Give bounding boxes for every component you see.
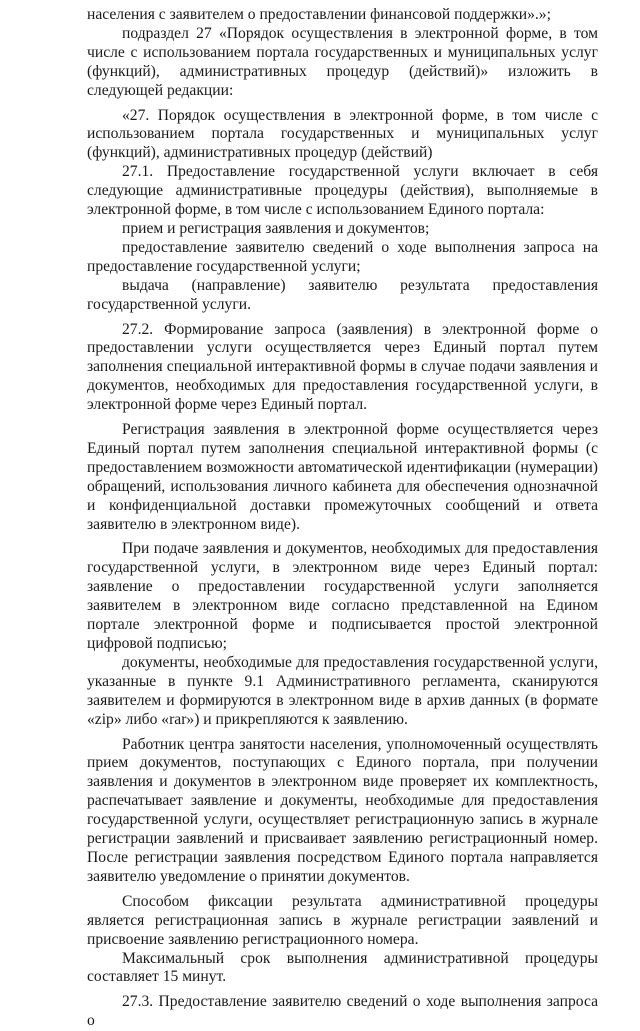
document-page <box>87 6 598 1031</box>
paragraph-10: документы, необходимые для предоставления государственной услуги, указанные в пункте 9.1 Административного регламента, сканируются заявителем и формируются в электронном виде в архив данных (в формате «zip» либо «rar») и прикрепляются к заявлению. <box>87 653 598 728</box>
paragraph-7: 27.2. Формирование запроса (заявления) в электронной форме о предоставлении услуги осуществляется через Единый портал путем заполнения специальной интерактивной формы в случае подачи заявления и документов, необходимых для предоставления государственной услуги, в электронной форме через Единый портал. <box>87 320 598 414</box>
paragraph-12: Способом фиксации результата административной процедуры является регистрационная запись в журнале регистрации заявлений и присвоение заявлению регистрационного номера. <box>87 892 598 948</box>
paragraph-11: Работник центра занятости населения, уполномоченный осуществлять прием документов, поступающих с Единого портала, при получении заявления и документов в электронном виде проверяет их комплектность, распечатывает заявление и документы, необходимые для предоставления государственной услуги, осуществляет регистрационную запись в журнале регистрации заявлений и присваивает заявлению регистрационный номер. После регистрации заявления посредством Единого портала направляется заявителю уведомление о принятии документов. <box>87 735 598 885</box>
paragraph-13: Максимальный срок выполнения административной процедуры составляет 15 минут. <box>87 949 598 986</box>
paragraph-3: 27.1. Предоставление государственной услуги включает в себя следующие административные процедуры (действия), выполняемые в электронной форме, в том числе с использованием Единого портала: <box>87 163 598 219</box>
paragraph-14: 27.3. Предоставление заявителю сведений о ходе выполнения запроса о <box>87 993 598 1030</box>
paragraph-9: При подаче заявления и документов, необходимых для предоставления государственной услуги, в электронном виде через Единый портал: заявление о предоставлении государственной услуги заполняется заявителем в электронном виде согласно представленной на Едином портале электронной форме и подписывается простой электронной цифровой подписью; <box>87 540 598 652</box>
paragraph-1: подраздел 27 «Порядок осуществления в электронной форме, в том числе с использованием портала государственных и муниципальных услуг (функций), административных процедур (действий)» изложить в следующей редакции: <box>87 24 598 99</box>
paragraph-5: предоставление заявителю сведений о ходе выполнения запроса на предоставление государственной услуги; <box>87 238 598 275</box>
paragraph-8: Регистрация заявления в электронной форме осуществляется через Единый портал путем заполнения специальной интерактивной формы (с предоставлением возможности автоматической идентификации (нумерации) обращений, использования личного кабинета для обеспечения однозначной и конфиденциальной доставки промежуточных сообщений и ответа заявителю в электронном виде). <box>87 421 598 533</box>
paragraph-4: прием и регистрация заявления и документов; <box>122 219 430 237</box>
paragraph-2: «27. Порядок осуществления в электронной форме, в том числе с использованием портала государственных и муниципальных услуг (функций), административных процедур (действий) <box>87 106 598 162</box>
paragraph-0: населения с заявителем о предоставлении финансовой поддержки».»; <box>87 6 551 23</box>
paragraph-6: выдача (направление) заявителю результата предоставления государственной услуги. <box>87 276 598 313</box>
